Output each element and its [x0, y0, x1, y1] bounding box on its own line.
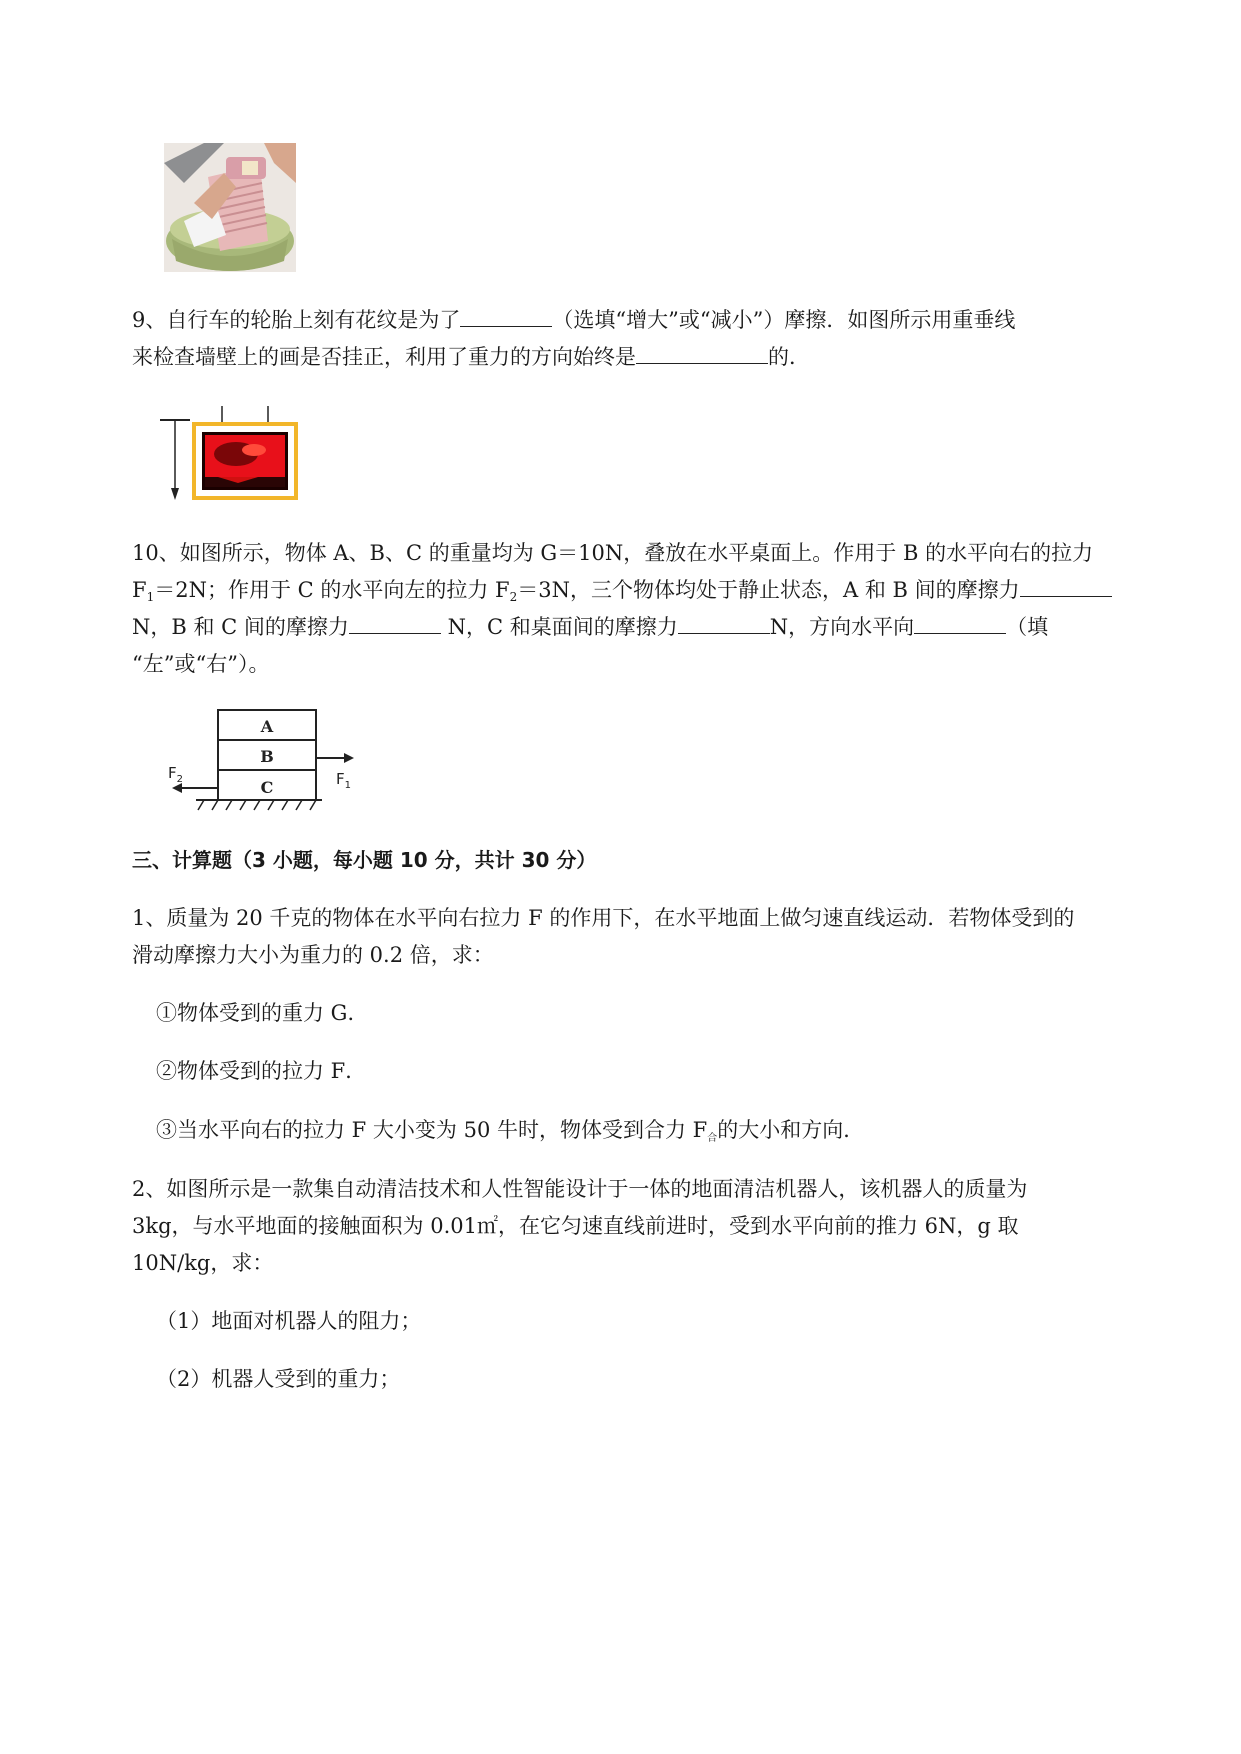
calc2-line3: 10N/kg，求：: [132, 1251, 274, 1275]
q10-blank-ab[interactable]: [1020, 572, 1112, 597]
stacked-blocks-diagram: [162, 706, 358, 816]
q10-line3: N，B 和 C 间的摩擦力 N，C 和桌面间的摩擦力 N，方向水平向 （填: [132, 607, 1048, 648]
force-f2-label: $F_2$: [168, 764, 184, 785]
q10-blank-direction[interactable]: [914, 609, 1006, 634]
q9-blank-1[interactable]: [460, 302, 552, 327]
q9-blank-2[interactable]: [636, 339, 768, 364]
q10-blank-c-table[interactable]: [678, 609, 770, 634]
q10-line4: “左”或“右”）。: [132, 652, 270, 676]
washboard-photo: [164, 143, 296, 272]
q10-blank-bc[interactable]: [349, 609, 441, 634]
q9-line1: 9、自行车的轮胎上刻有花纹是为了 （选填“增大”或“减小”）摩擦．如图所示用重垂线: [132, 300, 1015, 341]
calc1-item3: ③当水平向右的拉力 F 大小变为 50 牛时，物体受到合力 $F_合$的大小和方向．: [156, 1118, 865, 1144]
block-b-label: B: [260, 747, 274, 766]
block-c-label: C: [260, 778, 274, 797]
section-heading: 三、计算题（3 小题，每小题 10 分，共计 30 分）: [132, 848, 597, 872]
calc2-item2: （2）机器人受到的重力；: [156, 1367, 401, 1391]
calc1-line1: 1、质量为 20 千克的物体在水平向右拉力 F 的作用下，在水平地面上做匀速直线运动．若物体受到的: [132, 906, 1075, 930]
q9-line2: 来检查墙壁上的画是否挂正，利用了重力的方向始终是 的．: [132, 337, 810, 378]
force-f1-label: $F_1$: [336, 770, 352, 791]
calc1-item1: ①物体受到的重力 G．: [156, 1001, 369, 1025]
block-a-label: A: [260, 717, 274, 736]
calc1-item2: ②物体受到的拉力 F．: [156, 1059, 367, 1083]
q10-line1: 10、如图所示，物体 A、B、C 的重量均为 G＝10N，叠放在水平桌面上。作用于 B 的水平向右的拉力: [132, 541, 1094, 565]
q10-line2: $F_1=2N$；作用于 C 的水平向左的拉力 $F_2=3N$，三个物体均处于静止状态，A 和 B 间的摩擦力: [132, 570, 1112, 618]
calc2-line1: 2、如图所示是一款集自动清洁技术和人性智能设计于一体的地面清洁机器人，该机器人的质量为: [132, 1177, 1028, 1201]
calc2-line2: 3kg，与水平地面的接触面积为 0.01㎡，在它匀速直线前进时，受到水平向前的推力 6N，g 取: [132, 1214, 1019, 1238]
calc2-item1: （1）地面对机器人的阻力；: [156, 1309, 422, 1333]
calc1-line2: 滑动摩擦力大小为重力的 0.2 倍，求：: [132, 943, 494, 967]
plumb-line-picture-diagram: [158, 404, 304, 506]
